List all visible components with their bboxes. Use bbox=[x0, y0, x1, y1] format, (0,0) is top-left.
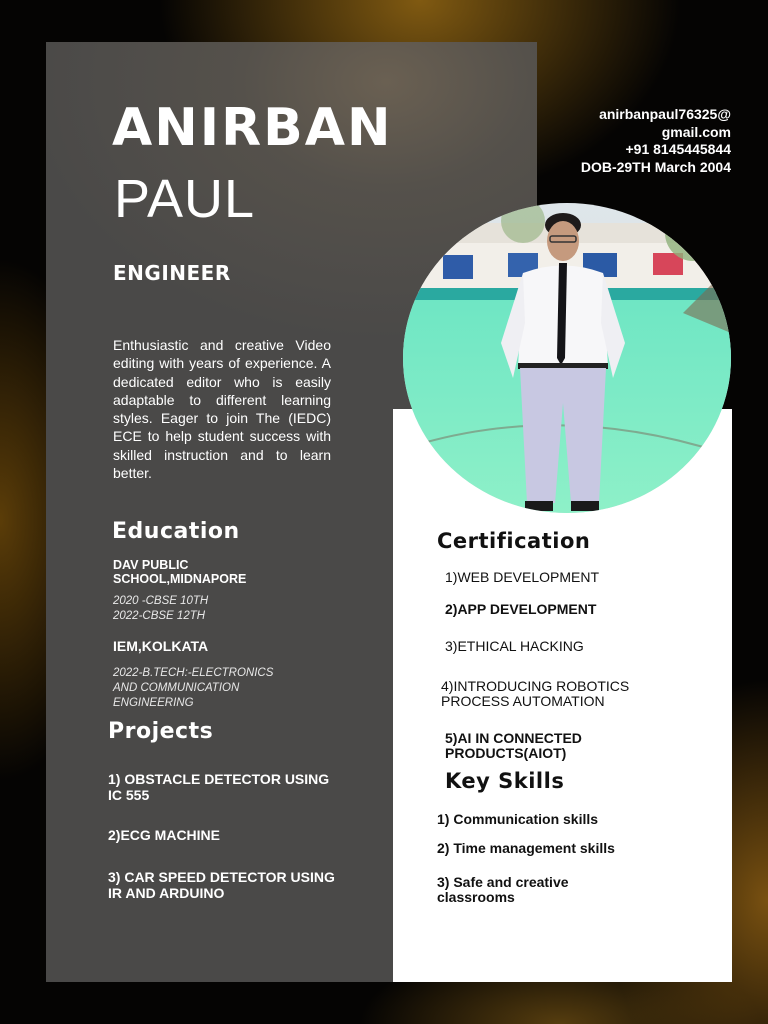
education-detail-line: ENGINEERING bbox=[113, 697, 194, 709]
date-of-birth: DOB-29TH March 2004 bbox=[580, 158, 731, 175]
education-detail-line: 2022-B.TECH:-ELECTRONICS bbox=[113, 667, 274, 679]
education-detail-1 bbox=[113, 594, 208, 624]
profile-photo-illustration bbox=[403, 203, 731, 513]
skill-item-3: 3) Safe and creative classrooms bbox=[437, 874, 569, 905]
certification-item-2: 2)APP DEVELOPMENT bbox=[445, 601, 597, 617]
skill-item-1: 1) Communication skills bbox=[437, 811, 599, 827]
project-item-2: 2)ECG MACHINE bbox=[108, 827, 221, 843]
certification-heading: Certification bbox=[437, 529, 591, 553]
certification-item-5: 5)AI IN CONNECTED PRODUCTS(AIOT) bbox=[445, 730, 582, 761]
project-item-1: 1) OBSTACLE DETECTOR USING IC 555 bbox=[108, 771, 330, 803]
phone-number: +91 8145445844 bbox=[625, 141, 731, 157]
education-school-1: DAV PUBLIC SCHOOL,MIDNAPORE bbox=[113, 558, 247, 586]
education-detail-line: 2022-CBSE 12TH bbox=[113, 610, 206, 622]
first-name: ANIRBAN bbox=[112, 98, 393, 158]
education-detail-line: 2020 -CBSE 10TH bbox=[113, 595, 209, 607]
job-title: ENGINEER bbox=[113, 261, 231, 285]
certification-item-4: 4)INTRODUCING ROBOTICS PROCESS AUTOMATION bbox=[441, 678, 630, 709]
education-detail-2 bbox=[113, 666, 273, 711]
profile-photo bbox=[403, 203, 731, 513]
email-line-1: anirbanpaul76325@ bbox=[599, 106, 731, 122]
email-line-2: gmail.com bbox=[661, 123, 731, 140]
education-heading: Education bbox=[112, 519, 240, 544]
skill-item-2: 2) Time management skills bbox=[437, 840, 615, 856]
education-detail-line: AND COMMUNICATION bbox=[113, 682, 240, 694]
profile-summary: Enthusiastic and creative Video editing with years of experience. A dedicated editor who is easily adaptable to different learning styles. Eager to join The (IEDC) ECE to help student success with skilled instruction and to learn better. bbox=[113, 337, 331, 482]
projects-heading: Projects bbox=[108, 719, 214, 744]
project-item-3: 3) CAR SPEED DETECTOR USING IR AND ARDUINO bbox=[108, 869, 335, 901]
education-school-2: IEM,KOLKATA bbox=[113, 638, 209, 654]
certification-item-1: 1)WEB DEVELOPMENT bbox=[445, 569, 600, 585]
key-skills-heading: Key Skills bbox=[445, 769, 565, 793]
last-name: PAUL bbox=[114, 169, 256, 229]
certification-item-3: 3)ETHICAL HACKING bbox=[445, 638, 584, 654]
contact-block bbox=[471, 106, 731, 176]
